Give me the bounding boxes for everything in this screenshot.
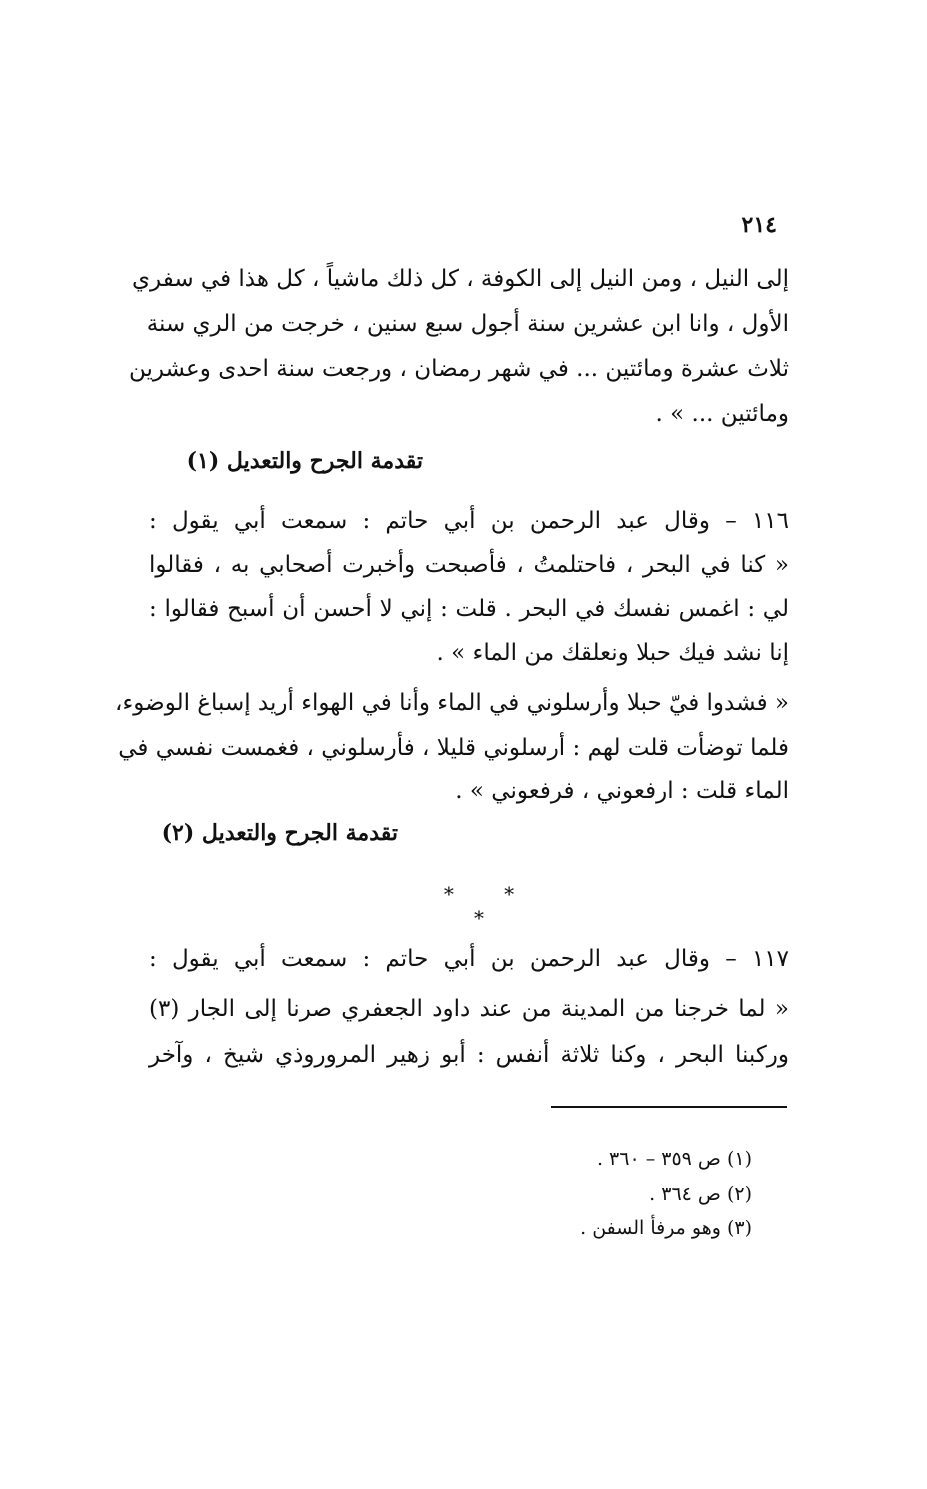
- footnote: (١) ص ٣٥٩ – ٣٦٠ .: [596, 1148, 752, 1170]
- section-heading: تقدمة الجرح والتعديل (٢): [161, 820, 398, 846]
- text-line: ١١٦ – وقال عبد الرحمن بن أبي حاتم : سمعت أبي يقول :: [149, 508, 789, 534]
- text-line: ثلاث عشرة ومائتين ... في شهر رمضان ، ورجعت سنة احدى وعشرين: [128, 356, 789, 382]
- footnote: (٢) ص ٣٦٤ .: [649, 1183, 752, 1205]
- footnote: (٣) وهو مرفأ السفن .: [580, 1217, 752, 1239]
- text-line: فلما توضأت قلت لهم : أرسلوني قليلا ، فأرسلوني ، فغمست نفسي في: [118, 735, 789, 761]
- text-line: الأول ، وانا ابن عشرين سنة أجول سبع سنين ، خرجت من الري سنة: [146, 311, 789, 337]
- text-line: ١١٧ – وقال عبد الرحمن بن أبي حاتم : سمعت أبي يقول :: [149, 946, 789, 972]
- footnote-separator: [551, 1106, 787, 1108]
- text-line: وركبنا البحر ، وكنا ثلاثة أنفس : أبو زهير المروروذي شيخ ، وآخر: [149, 1042, 789, 1068]
- text-line: « لما خرجنا من المدينة من عند داود الجعفري صرنا إلى الجار (٣): [149, 996, 789, 1022]
- section-divider-stars: * * *: [443, 882, 537, 930]
- page-number: ٢١٤: [741, 212, 777, 238]
- text-line: « كنا في البحر ، فاحتلمتُ ، فأصبحت وأخبرت أصحابي به ، فقالوا: [149, 552, 789, 578]
- text-line: « فشدوا فيّ حبلا وأرسلوني في الماء وأنا في الهواء أريد إسباغ الوضوء،: [115, 690, 789, 716]
- text-line: إنا نشد فيك حبلا ونعلقك من الماء » .: [436, 640, 789, 666]
- text-line: لي : اغمس نفسك في البحر . قلت : إني لا أحسن أن أسبح فقالوا :: [149, 596, 789, 622]
- section-heading: تقدمة الجرح والتعديل (١): [186, 448, 423, 474]
- text-line: ومائتين ... » .: [655, 401, 789, 427]
- text-line: الماء قلت : ارفعوني ، فرفعوني » .: [455, 778, 789, 804]
- text-line: إلى النيل ، ومن النيل إلى الكوفة ، كل ذلك ماشياً ، كل هذا في سفري: [132, 266, 789, 292]
